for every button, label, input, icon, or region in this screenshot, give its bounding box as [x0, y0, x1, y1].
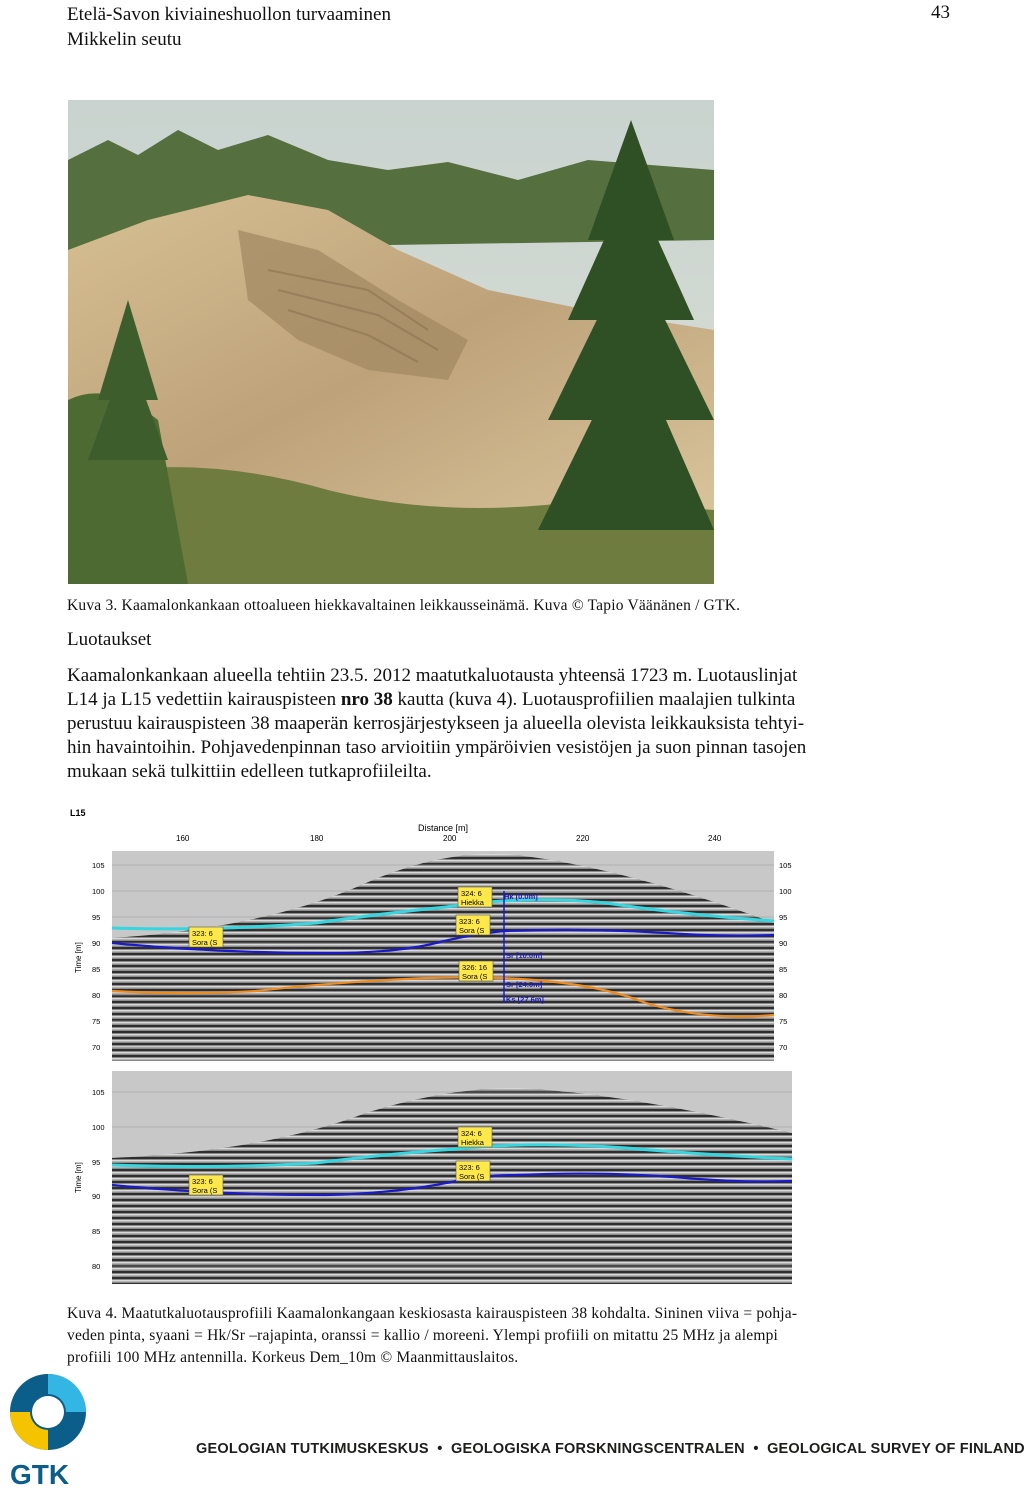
time-tick-left: 105 [92, 861, 105, 870]
gtk-logo-icon [6, 1372, 90, 1492]
time-tick-right: 105 [779, 861, 792, 870]
soil-label-box [456, 915, 490, 935]
box-line-1: 324: 6 [461, 1129, 482, 1138]
borehole-depth-label: Sr [24.6m] [506, 980, 543, 989]
soil-label-box [458, 887, 492, 907]
soil-label-box [456, 1161, 490, 1181]
box-line-2: Hiekka [461, 1138, 484, 1147]
soil-label-box [459, 961, 493, 981]
time-tick-left: 75 [92, 1017, 101, 1026]
box-line-2: Sora (S [192, 1186, 218, 1195]
distance-tick: 180 [310, 834, 324, 843]
page-number: 43 [931, 2, 950, 23]
time-tick-left: 80 [92, 1262, 101, 1271]
soil-label-box [189, 927, 223, 947]
box-line-1: 326: 16 [462, 963, 488, 972]
distance-tick: 220 [576, 834, 590, 843]
box-line-2: Hiekka [461, 898, 484, 907]
time-tick-right: 80 [779, 991, 788, 1000]
bold-point-number: nro 38 [340, 689, 393, 710]
document-title: Etelä-Savon kiviaineshuollon turvaaminen [67, 4, 391, 25]
section-heading: Luotaukset [67, 629, 152, 650]
time-tick-left: 100 [92, 887, 105, 896]
line-label: L15 [70, 808, 86, 818]
figure4-caption-line-1: Kuva 4. Maatutkaluotausprofiili Kaamalonkangaan keskiosasta kairauspisteen 38 kohdalta. Sininen viiva = pohja- [67, 1305, 798, 1322]
box-line-1: 324: 6 [461, 889, 482, 898]
time-tick-right: 75 [779, 1017, 788, 1026]
document-subtitle: Mikkelin seutu [67, 29, 182, 50]
box-line-2: Sora (S [459, 1172, 485, 1181]
body-text: L14 ja L15 vedettiin kairauspisteen [67, 689, 341, 710]
logo-text: GTK [10, 1459, 70, 1490]
bullet-separator: • [433, 1441, 447, 1457]
bullet-separator: • [749, 1441, 763, 1457]
gpr-profile-figure [66, 803, 798, 1293]
box-line-2: Sora (S [459, 926, 485, 935]
body-line-1: Kaamalonkankaan alueella tehtiin 23.5. 2012 maatutkaluotausta yhteensä 1723 m. Luotauslinjat [67, 665, 798, 686]
time-tick-left: 105 [92, 1088, 105, 1097]
time-axis-label-lower: Time [m] [74, 1162, 83, 1193]
time-tick-left: 100 [92, 1123, 105, 1132]
body-text: kautta (kuva 4). Luotausprofiilien maalajien tulkinta [392, 689, 796, 710]
sand-pit-photo [68, 100, 714, 584]
time-tick-right: 70 [779, 1043, 788, 1052]
body-line-4: hin havaintoihin. Pohjavedenpinnan taso arvioitiin ympäröivien vesistöjen ja suon pinnan tasojen [67, 737, 807, 758]
footer-organisations [196, 1441, 1025, 1457]
distance-tick: 200 [443, 834, 457, 843]
time-tick-left: 80 [92, 991, 101, 1000]
running-header [67, 2, 391, 52]
org-name-en: GEOLOGICAL SURVEY OF FINLAND [767, 1441, 1025, 1457]
time-tick-right: 95 [779, 913, 788, 922]
gtk-logo [6, 1372, 90, 1492]
body-line-3: perustuu kairauspisteen 38 maaperän kerrosjärjestykseen ja alueella olevista leikkauksista tehtyi- [67, 713, 805, 734]
distance-tick: 160 [176, 834, 190, 843]
body-line-2 [67, 688, 952, 712]
time-tick-left: 85 [92, 965, 101, 974]
box-line-1: 323: 6 [192, 929, 213, 938]
soil-label-box [458, 1127, 492, 1147]
time-tick-left: 95 [92, 913, 101, 922]
figure4-caption-line-3: profiili 100 MHz antennilla. Korkeus Dem_10m © Maanmittauslaitos. [67, 1349, 519, 1366]
time-tick-left: 85 [92, 1227, 101, 1236]
box-line-1: 323: 6 [459, 1163, 480, 1172]
lower-time-ticks [92, 1088, 105, 1271]
time-tick-right: 85 [779, 965, 788, 974]
time-tick-right: 90 [779, 939, 788, 948]
org-name-fi: GEOLOGIAN TUTKIMUSKESKUS [196, 1441, 429, 1457]
time-tick-right: 100 [779, 887, 792, 896]
time-axis-label-upper: Time [m] [74, 942, 83, 973]
soil-label-box [189, 1175, 223, 1195]
body-line-5: mukaan sekä tulkittiin edelleen tutkaprofiileilta. [67, 761, 432, 782]
distance-axis-label: Distance [m] [418, 823, 469, 833]
photo-illustration [68, 100, 714, 584]
photo-caption: Kuva 3. Kaamalonkankaan ottoalueen hiekkavaltainen leikkausseinämä. Kuva © Tapio Väänänen / GTK. [67, 597, 741, 614]
box-line-2: Sora (S [462, 972, 488, 981]
box-line-2: Sora (S [192, 938, 218, 947]
time-tick-left: 95 [92, 1158, 101, 1167]
time-tick-left: 90 [92, 939, 101, 948]
time-tick-left: 90 [92, 1192, 101, 1201]
box-line-1: 323: 6 [192, 1177, 213, 1186]
figure4-caption-line-2: veden pinta, syaani = Hk/Sr –rajapinta, oranssi = kallio / moreeni. Ylempi profiili on mitattu 25 MHz ja alempi [67, 1327, 779, 1344]
borehole-depth-label: Sr [10.0m] [506, 951, 543, 960]
distance-tick: 240 [708, 834, 722, 843]
borehole-depth-label: Hk [0.0m] [504, 892, 538, 901]
borehole-depth-label: Ks [27.6m] [506, 995, 544, 1004]
gpr-profiles [66, 803, 798, 1293]
org-name-sv: GEOLOGISKA FORSKNINGSCENTRALEN [450, 1441, 745, 1457]
upper-radargram [112, 851, 774, 1061]
box-line-1: 323: 6 [459, 917, 480, 926]
distance-ticks [176, 834, 722, 843]
time-tick-left: 70 [92, 1043, 101, 1052]
